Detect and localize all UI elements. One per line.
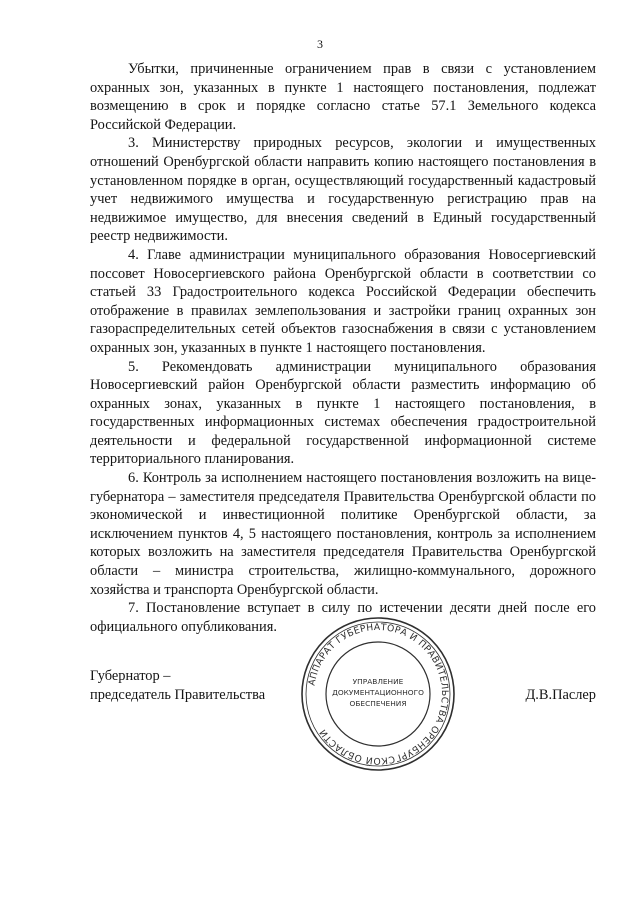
- signatory-name: Д.В.Паслер: [525, 687, 596, 703]
- paragraph-damages: Убытки, причиненные ограничением прав в связи с установлением охранных зон, указанных в пункте 1 настоящего постановления, подлежат возмещению в срок и порядке согласно статье 57.1 Земельного кодекса Российской Федерации.: [90, 61, 596, 133]
- paragraph-item-6: 6. Контроль за исполнением настоящего постановления возложить на вице-губернатора – заместителя председателя Правительства Оренбургской области по экономической и инвестиционной политике Оренбургской области, за исключением пунктов 4, 5 настоящего постановления, контроль за исполнением которых возложить на заместителя председателя Правительства Оренбургской области – министра строительства, жилищно-коммунального, дорожного хозяйства и транспорта Оренбургской области.: [90, 470, 596, 598]
- seal-inner-line-1: УПРАВЛЕНИЕ: [352, 677, 404, 686]
- document-body: [90, 60, 596, 636]
- page-number: 3: [317, 37, 323, 51]
- paragraph-item-3: 3. Министерству природных ресурсов, экологии и имущественных отношений Оренбургской области направить копию настоящего постановления в установленном порядке в орган, осуществляющий государственный кадастровый учет недвижимого имущества и государственную регистрацию прав на недвижимое имущество, для внесения сведений в Единый государственный реестр недвижимости.: [90, 135, 596, 245]
- signatory-role-line-1: Губернатор –: [90, 668, 171, 684]
- paragraph-item-7: 7. Постановление вступает в силу по истечении десяти дней после его официального опубликования.: [90, 600, 596, 635]
- signatory-role-line-2: председатель Правительства: [90, 687, 266, 703]
- official-seal: [298, 614, 458, 774]
- seal-outer-text: АППАРАТ ГУБЕРНАТОРА И ПРАВИТЕЛЬСТВА ОРЕНБУРГСКОЙ ОБЛАСТИ: [306, 621, 451, 767]
- seal-inner-line-3: ОБЕСПЕЧЕНИЯ: [349, 699, 407, 708]
- seal-inner-line-2: ДОКУМЕНТАЦИОННОГО: [332, 688, 424, 697]
- paragraph-item-5: 5. Рекомендовать администрации муниципального образования Новосергиевский район Оренбургской области разместить информацию об охранных зонах, указанных в пункте 1 настоящего постановления, в государственных информационных системах обеспечения градостроительной деятельности и федеральной государственной информационной системе территориального планирования.: [90, 358, 596, 468]
- paragraph-item-4: 4. Главе администрации муниципального образования Новосергиевский поссовет Новосергиевского района Оренбургской области в соответствии со статьей 33 Градостроительного кодекса Российской Федерации обеспечить отображение в правилах землепользования и застройки границ охранных зон газораспределительных сетей объектов газоснабжения в связи с установлением охранных зон, указанных в пункте 1 настоящего постановления.: [90, 246, 596, 356]
